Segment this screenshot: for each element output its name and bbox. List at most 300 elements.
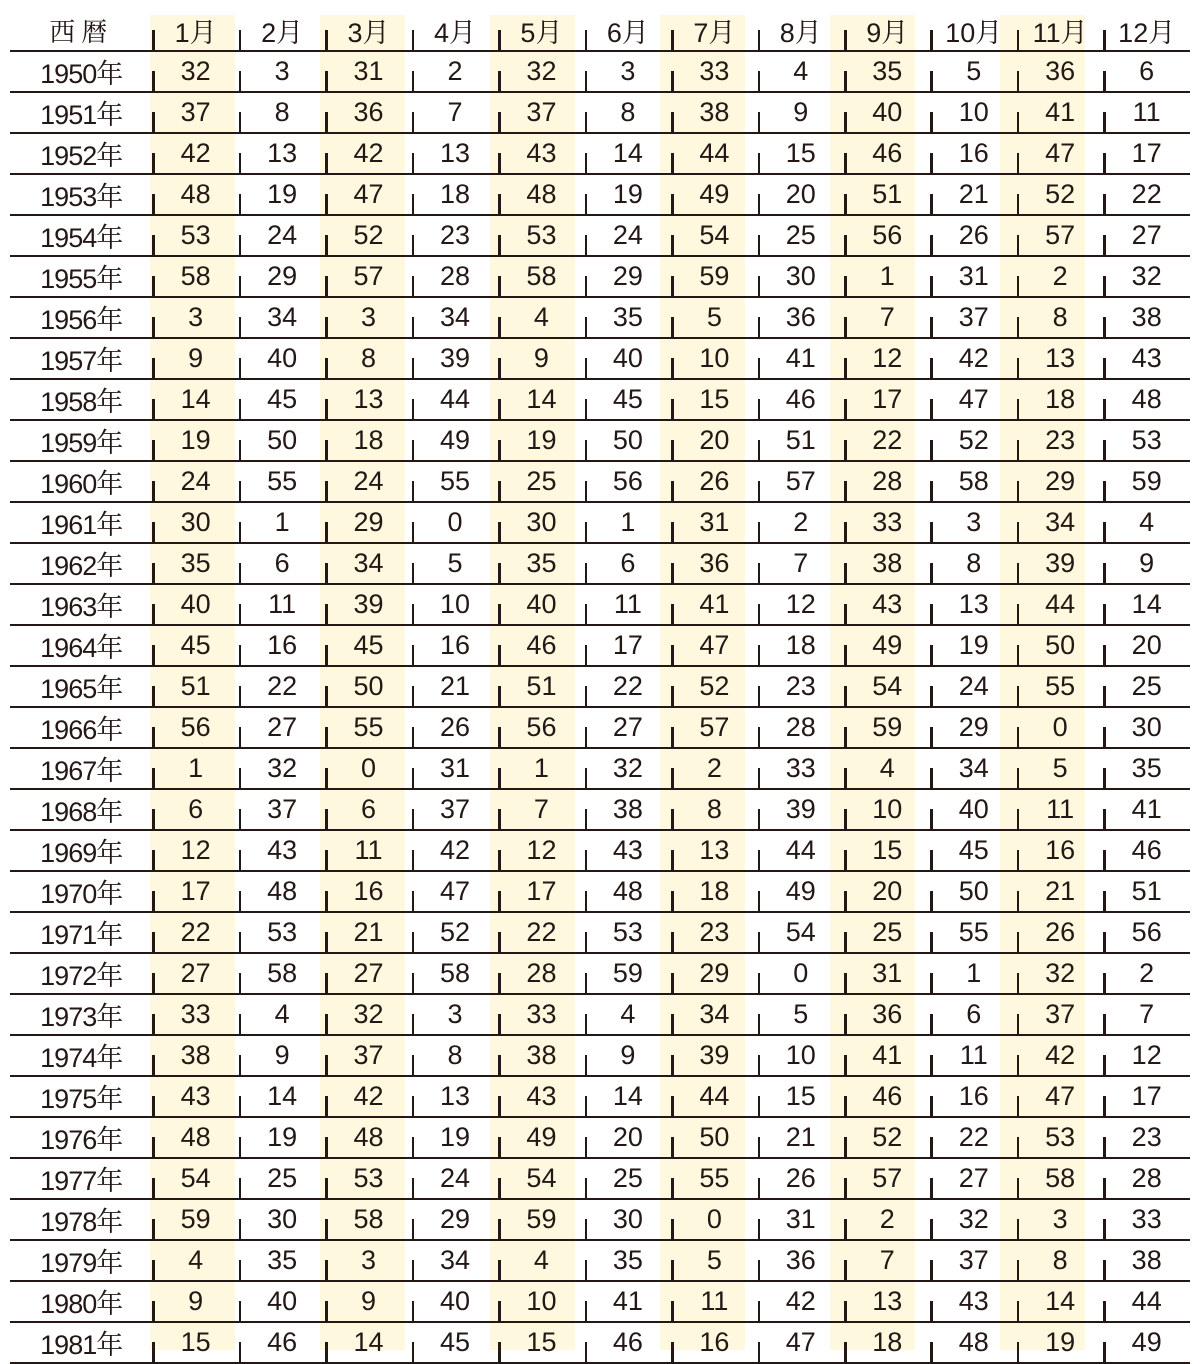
value-cell: 4 <box>498 1240 584 1281</box>
value-cell: 44 <box>671 133 757 174</box>
value-cell: 47 <box>412 871 498 912</box>
value-cell: 3 <box>930 502 1016 543</box>
value-cell: 57 <box>844 1158 930 1199</box>
value-cell: 13 <box>239 133 325 174</box>
value-cell: 49 <box>1103 1322 1190 1363</box>
value-cell: 25 <box>498 461 584 502</box>
value-cell: 37 <box>412 789 498 830</box>
value-cell: 18 <box>1017 379 1103 420</box>
value-cell: 36 <box>671 543 757 584</box>
value-cell: 30 <box>1103 707 1190 748</box>
value-cell: 50 <box>239 420 325 461</box>
year-cell: 1969年 <box>10 830 152 871</box>
value-cell: 26 <box>758 1158 844 1199</box>
value-cell: 27 <box>325 953 411 994</box>
value-cell: 32 <box>152 51 238 92</box>
value-cell: 21 <box>930 174 1016 215</box>
value-cell: 54 <box>152 1158 238 1199</box>
value-cell: 13 <box>844 1281 930 1322</box>
year-cell: 1965年 <box>10 666 152 707</box>
year-cell: 1957年 <box>10 338 152 379</box>
value-cell: 1 <box>930 953 1016 994</box>
year-cell: 1962年 <box>10 543 152 584</box>
value-cell: 8 <box>1017 1240 1103 1281</box>
value-cell: 59 <box>844 707 930 748</box>
value-cell: 46 <box>844 1076 930 1117</box>
value-cell: 40 <box>585 338 671 379</box>
table-row <box>10 51 1190 92</box>
table-row <box>10 1158 1190 1199</box>
value-cell: 56 <box>152 707 238 748</box>
value-cell: 11 <box>325 830 411 871</box>
value-cell: 53 <box>1103 420 1190 461</box>
value-cell: 47 <box>930 379 1016 420</box>
table-row <box>10 420 1190 461</box>
year-cell: 1977年 <box>10 1158 152 1199</box>
value-cell: 40 <box>239 338 325 379</box>
value-cell: 4 <box>758 51 844 92</box>
value-cell: 41 <box>671 584 757 625</box>
value-cell: 19 <box>239 174 325 215</box>
value-cell: 15 <box>498 1322 584 1363</box>
table-row <box>10 133 1190 174</box>
value-cell: 19 <box>239 1117 325 1158</box>
value-cell: 24 <box>930 666 1016 707</box>
value-cell: 47 <box>1017 1076 1103 1117</box>
value-cell: 16 <box>930 1076 1016 1117</box>
value-cell: 17 <box>1103 1076 1190 1117</box>
value-cell: 31 <box>412 748 498 789</box>
value-cell: 35 <box>239 1240 325 1281</box>
value-cell: 33 <box>758 748 844 789</box>
value-cell: 7 <box>844 297 930 338</box>
table-row <box>10 502 1190 543</box>
value-cell: 16 <box>1017 830 1103 871</box>
value-cell: 27 <box>930 1158 1016 1199</box>
value-cell: 12 <box>758 584 844 625</box>
value-cell: 26 <box>930 215 1016 256</box>
value-cell: 10 <box>412 584 498 625</box>
value-cell: 2 <box>412 51 498 92</box>
value-cell: 10 <box>671 338 757 379</box>
value-cell: 37 <box>152 92 238 133</box>
year-column-header: 西暦 <box>10 11 152 51</box>
value-cell: 7 <box>412 92 498 133</box>
value-cell: 30 <box>585 1199 671 1240</box>
value-cell: 14 <box>585 1076 671 1117</box>
value-cell: 11 <box>1103 92 1190 133</box>
value-cell: 40 <box>930 789 1016 830</box>
value-cell: 9 <box>1103 543 1190 584</box>
value-cell: 7 <box>1103 994 1190 1035</box>
value-cell: 22 <box>844 420 930 461</box>
value-cell: 47 <box>1017 133 1103 174</box>
value-cell: 34 <box>930 748 1016 789</box>
value-cell: 20 <box>758 174 844 215</box>
year-cell: 1952年 <box>10 133 152 174</box>
value-cell: 31 <box>758 1199 844 1240</box>
year-cell: 1964年 <box>10 625 152 666</box>
value-cell: 4 <box>844 748 930 789</box>
value-cell: 52 <box>844 1117 930 1158</box>
value-cell: 36 <box>844 994 930 1035</box>
value-cell: 34 <box>239 297 325 338</box>
value-cell: 43 <box>239 830 325 871</box>
table-row <box>10 215 1190 256</box>
year-cell: 1968年 <box>10 789 152 830</box>
value-cell: 32 <box>1103 256 1190 297</box>
value-cell: 54 <box>671 215 757 256</box>
value-cell: 8 <box>412 1035 498 1076</box>
value-cell: 19 <box>585 174 671 215</box>
value-cell: 14 <box>239 1076 325 1117</box>
value-cell: 3 <box>1017 1199 1103 1240</box>
value-cell: 0 <box>671 1199 757 1240</box>
value-cell: 0 <box>1017 707 1103 748</box>
value-cell: 31 <box>844 953 930 994</box>
value-cell: 33 <box>152 994 238 1035</box>
value-cell: 18 <box>325 420 411 461</box>
value-cell: 31 <box>325 51 411 92</box>
value-cell: 35 <box>585 1240 671 1281</box>
year-cell: 1975年 <box>10 1076 152 1117</box>
value-cell: 12 <box>844 338 930 379</box>
value-cell: 4 <box>239 994 325 1035</box>
value-cell: 39 <box>1017 543 1103 584</box>
value-cell: 36 <box>325 92 411 133</box>
value-cell: 13 <box>412 1076 498 1117</box>
table-row <box>10 461 1190 502</box>
value-cell: 31 <box>671 502 757 543</box>
value-cell: 34 <box>412 297 498 338</box>
value-cell: 30 <box>758 256 844 297</box>
value-cell: 8 <box>325 338 411 379</box>
year-cell: 1958年 <box>10 379 152 420</box>
value-cell: 7 <box>758 543 844 584</box>
value-cell: 8 <box>930 543 1016 584</box>
value-cell: 47 <box>325 174 411 215</box>
value-cell: 3 <box>325 297 411 338</box>
value-cell: 54 <box>498 1158 584 1199</box>
value-cell: 55 <box>671 1158 757 1199</box>
table-row <box>10 543 1190 584</box>
value-cell: 9 <box>498 338 584 379</box>
value-cell: 17 <box>498 871 584 912</box>
value-cell: 24 <box>152 461 238 502</box>
month-header: 10月 <box>930 11 1016 51</box>
value-cell: 4 <box>152 1240 238 1281</box>
value-cell: 3 <box>152 297 238 338</box>
value-cell: 53 <box>152 215 238 256</box>
month-header: 12月 <box>1103 11 1190 51</box>
year-cell: 1951年 <box>10 92 152 133</box>
value-cell: 14 <box>1017 1281 1103 1322</box>
value-cell: 5 <box>930 51 1016 92</box>
value-cell: 36 <box>758 297 844 338</box>
value-cell: 44 <box>1103 1281 1190 1322</box>
year-cell: 1953年 <box>10 174 152 215</box>
value-cell: 1 <box>239 502 325 543</box>
value-cell: 17 <box>1103 133 1190 174</box>
year-cell: 1979年 <box>10 1240 152 1281</box>
value-cell: 22 <box>585 666 671 707</box>
year-cell: 1973年 <box>10 994 152 1035</box>
value-cell: 53 <box>585 912 671 953</box>
value-cell: 10 <box>758 1035 844 1076</box>
value-cell: 21 <box>412 666 498 707</box>
value-cell: 21 <box>325 912 411 953</box>
value-cell: 27 <box>1103 215 1190 256</box>
value-cell: 17 <box>844 379 930 420</box>
value-cell: 58 <box>930 461 1016 502</box>
value-cell: 36 <box>1017 51 1103 92</box>
value-cell: 2 <box>1103 953 1190 994</box>
value-cell: 51 <box>844 174 930 215</box>
value-cell: 15 <box>671 379 757 420</box>
value-cell: 46 <box>585 1322 671 1363</box>
table-row <box>10 1117 1190 1158</box>
value-cell: 38 <box>152 1035 238 1076</box>
value-cell: 6 <box>325 789 411 830</box>
value-cell: 35 <box>1103 748 1190 789</box>
value-cell: 48 <box>152 174 238 215</box>
table-row <box>10 666 1190 707</box>
value-cell: 53 <box>325 1158 411 1199</box>
value-cell: 49 <box>758 871 844 912</box>
value-cell: 58 <box>239 953 325 994</box>
value-cell: 41 <box>1017 92 1103 133</box>
value-cell: 13 <box>325 379 411 420</box>
value-cell: 29 <box>930 707 1016 748</box>
value-cell: 17 <box>152 871 238 912</box>
value-cell: 28 <box>412 256 498 297</box>
value-cell: 45 <box>412 1322 498 1363</box>
value-cell: 23 <box>1103 1117 1190 1158</box>
value-cell: 18 <box>671 871 757 912</box>
value-cell: 35 <box>152 543 238 584</box>
value-cell: 32 <box>585 748 671 789</box>
value-cell: 16 <box>671 1322 757 1363</box>
value-cell: 56 <box>585 461 671 502</box>
value-cell: 3 <box>585 51 671 92</box>
value-cell: 14 <box>152 379 238 420</box>
value-cell: 19 <box>930 625 1016 666</box>
value-cell: 32 <box>239 748 325 789</box>
value-cell: 56 <box>844 215 930 256</box>
value-cell: 1 <box>844 256 930 297</box>
value-cell: 39 <box>412 338 498 379</box>
value-cell: 48 <box>152 1117 238 1158</box>
value-cell: 9 <box>152 1281 238 1322</box>
table-row <box>10 1322 1190 1363</box>
value-cell: 39 <box>671 1035 757 1076</box>
value-cell: 22 <box>1103 174 1190 215</box>
value-cell: 23 <box>758 666 844 707</box>
month-header: 6月 <box>585 11 671 51</box>
value-cell: 49 <box>671 174 757 215</box>
value-cell: 29 <box>412 1199 498 1240</box>
value-cell: 6 <box>239 543 325 584</box>
value-cell: 46 <box>1103 830 1190 871</box>
value-cell: 53 <box>498 215 584 256</box>
value-cell: 45 <box>325 625 411 666</box>
value-cell: 58 <box>412 953 498 994</box>
value-cell: 42 <box>325 1076 411 1117</box>
value-cell: 11 <box>239 584 325 625</box>
value-cell: 27 <box>585 707 671 748</box>
value-cell: 28 <box>498 953 584 994</box>
value-cell: 19 <box>498 420 584 461</box>
value-cell: 8 <box>585 92 671 133</box>
value-cell: 26 <box>671 461 757 502</box>
value-cell: 52 <box>1017 174 1103 215</box>
value-cell: 10 <box>844 789 930 830</box>
value-cell: 22 <box>239 666 325 707</box>
table-row <box>10 174 1190 215</box>
value-cell: 30 <box>498 502 584 543</box>
value-cell: 44 <box>758 830 844 871</box>
value-cell: 53 <box>239 912 325 953</box>
value-cell: 40 <box>498 584 584 625</box>
value-cell: 27 <box>239 707 325 748</box>
month-header: 4月 <box>412 11 498 51</box>
year-cell: 1954年 <box>10 215 152 256</box>
year-cell: 1981年 <box>10 1322 152 1363</box>
year-cell: 1966年 <box>10 707 152 748</box>
value-cell: 32 <box>325 994 411 1035</box>
value-cell: 0 <box>758 953 844 994</box>
value-cell: 18 <box>412 174 498 215</box>
value-cell: 37 <box>930 297 1016 338</box>
value-cell: 11 <box>585 584 671 625</box>
value-cell: 10 <box>498 1281 584 1322</box>
value-cell: 24 <box>585 215 671 256</box>
value-cell: 24 <box>239 215 325 256</box>
value-cell: 33 <box>671 51 757 92</box>
value-cell: 29 <box>671 953 757 994</box>
value-cell: 22 <box>498 912 584 953</box>
value-cell: 50 <box>325 666 411 707</box>
value-cell: 44 <box>671 1076 757 1117</box>
value-cell: 38 <box>671 92 757 133</box>
table-row <box>10 912 1190 953</box>
value-cell: 38 <box>1103 1240 1190 1281</box>
value-cell: 14 <box>585 133 671 174</box>
table-row <box>10 1240 1190 1281</box>
month-header: 2月 <box>239 11 325 51</box>
value-cell: 41 <box>585 1281 671 1322</box>
year-cell: 1959年 <box>10 420 152 461</box>
value-cell: 48 <box>585 871 671 912</box>
value-cell: 8 <box>1017 297 1103 338</box>
value-cell: 46 <box>844 133 930 174</box>
value-cell: 16 <box>239 625 325 666</box>
year-cell: 1974年 <box>10 1035 152 1076</box>
value-cell: 20 <box>844 871 930 912</box>
value-cell: 28 <box>844 461 930 502</box>
value-cell: 22 <box>930 1117 1016 1158</box>
value-cell: 1 <box>498 748 584 789</box>
value-cell: 36 <box>758 1240 844 1281</box>
header-row <box>10 11 1190 51</box>
year-cell: 1960年 <box>10 461 152 502</box>
value-cell: 44 <box>412 379 498 420</box>
value-cell: 33 <box>1103 1199 1190 1240</box>
table-row <box>10 256 1190 297</box>
value-cell: 33 <box>844 502 930 543</box>
value-cell: 20 <box>585 1117 671 1158</box>
value-cell: 57 <box>1017 215 1103 256</box>
year-cell: 1970年 <box>10 871 152 912</box>
year-cell: 1963年 <box>10 584 152 625</box>
value-cell: 58 <box>498 256 584 297</box>
value-cell: 15 <box>758 1076 844 1117</box>
value-cell: 21 <box>1017 871 1103 912</box>
value-cell: 19 <box>1017 1322 1103 1363</box>
value-cell: 18 <box>758 625 844 666</box>
value-cell: 3 <box>412 994 498 1035</box>
value-cell: 13 <box>1017 338 1103 379</box>
value-cell: 52 <box>671 666 757 707</box>
value-cell: 49 <box>412 420 498 461</box>
table-body <box>10 51 1190 1363</box>
value-cell: 20 <box>1103 625 1190 666</box>
value-cell: 19 <box>152 420 238 461</box>
value-cell: 55 <box>412 461 498 502</box>
value-cell: 13 <box>412 133 498 174</box>
value-cell: 58 <box>1017 1158 1103 1199</box>
value-cell: 6 <box>1103 51 1190 92</box>
value-cell: 6 <box>930 994 1016 1035</box>
value-cell: 2 <box>1017 256 1103 297</box>
value-cell: 27 <box>152 953 238 994</box>
value-cell: 51 <box>758 420 844 461</box>
value-cell: 16 <box>325 871 411 912</box>
value-cell: 33 <box>498 994 584 1035</box>
value-cell: 35 <box>498 543 584 584</box>
value-cell: 7 <box>498 789 584 830</box>
value-cell: 34 <box>412 1240 498 1281</box>
value-cell: 38 <box>1103 297 1190 338</box>
month-header: 7月 <box>671 11 757 51</box>
year-cell: 1956年 <box>10 297 152 338</box>
value-cell: 25 <box>239 1158 325 1199</box>
value-cell: 31 <box>930 256 1016 297</box>
value-cell: 57 <box>758 461 844 502</box>
value-cell: 29 <box>585 256 671 297</box>
value-cell: 32 <box>498 51 584 92</box>
table-row <box>10 789 1190 830</box>
value-cell: 42 <box>152 133 238 174</box>
value-cell: 46 <box>239 1322 325 1363</box>
value-cell: 56 <box>1103 912 1190 953</box>
year-cell: 1972年 <box>10 953 152 994</box>
value-cell: 2 <box>844 1199 930 1240</box>
value-cell: 3 <box>239 51 325 92</box>
value-cell: 41 <box>844 1035 930 1076</box>
table-row <box>10 92 1190 133</box>
value-cell: 47 <box>671 625 757 666</box>
value-cell: 48 <box>930 1322 1016 1363</box>
value-cell: 43 <box>498 133 584 174</box>
value-cell: 26 <box>412 707 498 748</box>
value-cell: 57 <box>325 256 411 297</box>
value-cell: 24 <box>412 1158 498 1199</box>
value-cell: 9 <box>585 1035 671 1076</box>
year-cell: 1961年 <box>10 502 152 543</box>
value-cell: 51 <box>1103 871 1190 912</box>
table-row <box>10 338 1190 379</box>
